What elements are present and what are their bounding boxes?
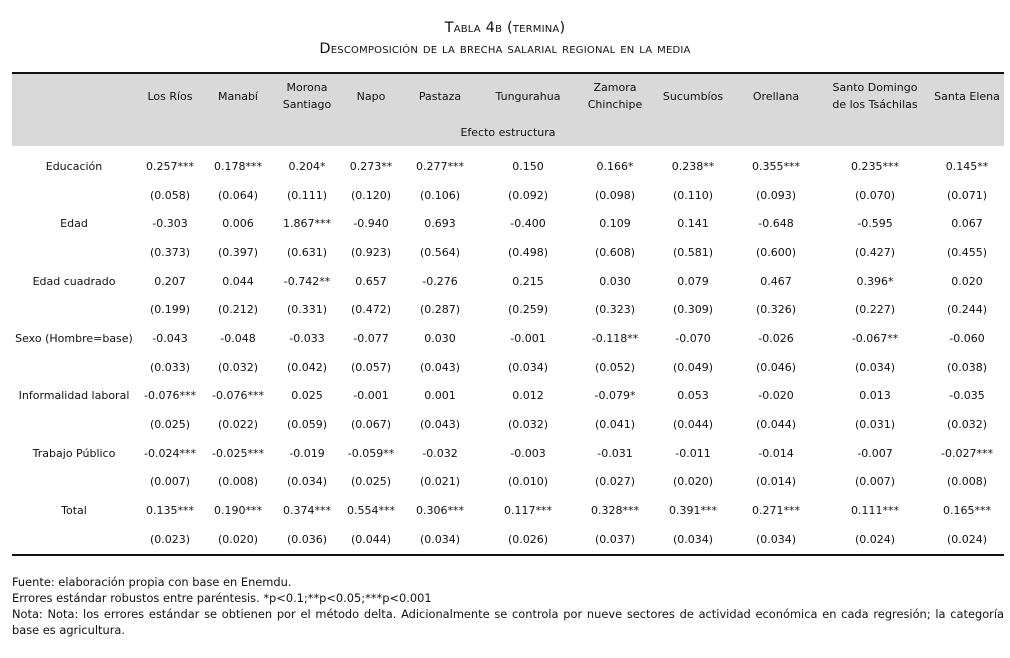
- table-cell: (0.034): [854, 360, 896, 374]
- column-header: Pastaza: [400, 73, 480, 118]
- row-label: [12, 238, 136, 267]
- table-row: [12, 353, 1004, 382]
- table-cell: (0.373): [149, 245, 191, 259]
- row-label: [12, 353, 136, 382]
- table-cell: 0.135***: [146, 504, 194, 518]
- table-cell: -0.025***: [212, 446, 264, 460]
- table-cell: 0.657: [355, 274, 387, 288]
- table-cell: (0.008): [946, 475, 988, 489]
- table-cell: (0.024): [946, 532, 988, 546]
- table-cell: (0.120): [350, 188, 392, 202]
- table-cell: (0.427): [854, 245, 896, 259]
- table-row: [12, 146, 1004, 181]
- table-row: [12, 267, 1004, 296]
- table-cell: 0.190***: [214, 504, 262, 518]
- table-cell: (0.038): [946, 360, 988, 374]
- table-cell: (0.034): [755, 532, 797, 546]
- row-label: [12, 410, 136, 439]
- table-cell: 0.044: [222, 274, 254, 288]
- table-cell: (0.098): [594, 188, 636, 202]
- table-cell: -0.077: [353, 331, 389, 345]
- table-cell: (0.052): [594, 360, 636, 374]
- table-cell: 0.141: [677, 217, 709, 231]
- section-label: Efecto estructura: [12, 118, 1004, 146]
- table-title-line-1: Tabla 4b (termina): [444, 20, 566, 36]
- table-cell: -0.118**: [591, 331, 639, 345]
- table-cell: (0.067): [350, 418, 392, 432]
- column-header: Morona Santiago: [272, 73, 342, 118]
- row-label: Trabajo Público: [32, 446, 116, 460]
- table-cell: 0.257***: [146, 159, 194, 173]
- table-cell: (0.034): [286, 475, 328, 489]
- table-cell: (0.057): [350, 360, 392, 374]
- table-cell: (0.008): [217, 475, 259, 489]
- table-cell: 0.079: [677, 274, 709, 288]
- row-label: [12, 468, 136, 497]
- table-cell: 0.306***: [416, 504, 464, 518]
- table-cell: (0.044): [672, 418, 714, 432]
- table-cell: -0.070: [675, 331, 711, 345]
- table-cell: -0.048: [220, 331, 256, 345]
- table-cell: (0.244): [946, 303, 988, 317]
- table-cell: -0.648: [758, 217, 794, 231]
- table-cell: 0.273**: [349, 159, 393, 173]
- column-header: Santo Domingo de los Tsáchilas: [820, 73, 930, 118]
- table-cell: -0.007: [857, 446, 893, 460]
- table-cell: 0.145**: [945, 159, 989, 173]
- table-cell: (0.259): [507, 303, 549, 317]
- table-cell: -0.001: [353, 389, 389, 403]
- table-cell: (0.010): [507, 475, 549, 489]
- table-cell: -0.020: [758, 389, 794, 403]
- table-cell: (0.043): [419, 360, 461, 374]
- table-cell: (0.025): [149, 418, 191, 432]
- table-cell: -0.076***: [212, 389, 264, 403]
- row-label: [12, 525, 136, 555]
- table-cell: -0.276: [422, 274, 458, 288]
- table-cell: (0.022): [217, 418, 259, 432]
- table-cell: (0.093): [755, 188, 797, 202]
- table-row: [12, 238, 1004, 267]
- table-cell: -0.011: [675, 446, 711, 460]
- table-cell: 0.030: [424, 331, 456, 345]
- table-cell: 0.117***: [504, 504, 552, 518]
- table-row: [12, 382, 1004, 411]
- table-cell: (0.058): [149, 188, 191, 202]
- table-cell: -0.019: [289, 446, 325, 460]
- table-row: [12, 468, 1004, 497]
- table-cell: (0.027): [594, 475, 636, 489]
- table-cell: (0.034): [419, 532, 461, 546]
- column-header: Napo: [342, 73, 400, 118]
- table-cell: 0.053: [677, 389, 709, 403]
- table-cell: (0.092): [507, 188, 549, 202]
- table-cell: (0.034): [672, 532, 714, 546]
- column-header: Manabí: [204, 73, 272, 118]
- table-cell: -0.026: [758, 331, 794, 345]
- table-cell: 0.235***: [851, 159, 899, 173]
- table-cell: 0.238**: [671, 159, 715, 173]
- table-cell: -0.003: [510, 446, 546, 460]
- table-row: [12, 181, 1004, 210]
- table-cell: (0.397): [217, 245, 259, 259]
- table-cell: 0.328***: [591, 504, 639, 518]
- table-title: [0, 18, 1010, 60]
- table-cell: 0.178***: [214, 159, 262, 173]
- table-cell: -0.067**: [851, 331, 899, 345]
- table-cell: (0.227): [854, 303, 896, 317]
- table-cell: (0.032): [217, 360, 259, 374]
- table-cell: (0.049): [672, 360, 714, 374]
- section-header-row: [12, 118, 1004, 146]
- row-label: Informalidad laboral: [18, 389, 130, 403]
- table-cell: (0.046): [755, 360, 797, 374]
- table-cell: -0.303: [152, 217, 188, 231]
- row-label: Sexo (Hombre=base): [15, 331, 133, 345]
- table-cell: (0.033): [149, 360, 191, 374]
- table-cell: 0.067: [951, 217, 983, 231]
- table-cell: (0.331): [286, 303, 328, 317]
- table-cell: -0.742**: [283, 274, 331, 288]
- column-header: Sucumbíos: [654, 73, 732, 118]
- table-cell: (0.032): [507, 418, 549, 432]
- table-cell: 0.012: [512, 389, 544, 403]
- table-row: [12, 496, 1004, 525]
- table-cell: 0.030: [599, 274, 631, 288]
- table-cell: (0.059): [286, 418, 328, 432]
- table-cell: -0.595: [857, 217, 893, 231]
- table-cell: 0.554***: [347, 504, 395, 518]
- table-cell: 0.215: [512, 274, 544, 288]
- table-cell: (0.037): [594, 532, 636, 546]
- table-cell: (0.323): [594, 303, 636, 317]
- table-cell: (0.025): [350, 475, 392, 489]
- table-row: [12, 324, 1004, 353]
- table-row: [12, 525, 1004, 555]
- table-cell: (0.020): [217, 532, 259, 546]
- table-cell: 0.020: [951, 274, 983, 288]
- table-cell: 0.391***: [669, 504, 717, 518]
- table-cell: (0.498): [507, 245, 549, 259]
- table-cell: -0.059**: [347, 446, 395, 460]
- table-cell: -0.031: [597, 446, 633, 460]
- table-cell: (0.212): [217, 303, 259, 317]
- table-cell: (0.044): [755, 418, 797, 432]
- table-cell: (0.043): [419, 418, 461, 432]
- table-cell: 0.001: [424, 389, 456, 403]
- table-cell: 0.150: [512, 159, 544, 173]
- table-cell: (0.923): [350, 245, 392, 259]
- table-cell: (0.631): [286, 245, 328, 259]
- table-cell: (0.326): [755, 303, 797, 317]
- table-cell: (0.042): [286, 360, 328, 374]
- table-cell: -0.060: [949, 331, 985, 345]
- table-cell: (0.024): [854, 532, 896, 546]
- table-cell: (0.021): [419, 475, 461, 489]
- table-cell: (0.032): [946, 418, 988, 432]
- table-cell: (0.026): [507, 532, 549, 546]
- table-cell: (0.014): [755, 475, 797, 489]
- row-label: Edad cuadrado: [32, 274, 116, 288]
- table-cell: -0.027***: [941, 446, 993, 460]
- results-table-container: [12, 72, 1004, 556]
- table-cell: (0.023): [149, 532, 191, 546]
- table-cell: (0.070): [854, 188, 896, 202]
- table-cell: 0.166*: [596, 159, 634, 173]
- table-cell: -0.014: [758, 446, 794, 460]
- table-cell: 0.396*: [856, 274, 894, 288]
- table-cell: 0.165***: [943, 504, 991, 518]
- table-cell: -0.001: [510, 331, 546, 345]
- table-cell: (0.287): [419, 303, 461, 317]
- column-header: Zamora Chinchipe: [576, 73, 654, 118]
- table-cell: -0.035: [949, 389, 985, 403]
- table-cell: 0.109: [599, 217, 631, 231]
- table-cell: -0.076***: [144, 389, 196, 403]
- table-row: [12, 439, 1004, 468]
- table-title-line-2: Descomposición de la brecha salarial regional en la media: [319, 41, 691, 57]
- table-cell: (0.007): [149, 475, 191, 489]
- table-cell: -0.032: [422, 446, 458, 460]
- table-cell: 0.207: [154, 274, 186, 288]
- table-cell: -0.940: [353, 217, 389, 231]
- table-cell: (0.031): [854, 418, 896, 432]
- table-cell: (0.036): [286, 532, 328, 546]
- table-cell: (0.110): [672, 188, 714, 202]
- column-header: Santa Elena: [930, 73, 1004, 118]
- table-cell: (0.111): [286, 188, 328, 202]
- row-label: Educación: [45, 159, 103, 173]
- table-cell: 0.025: [291, 389, 323, 403]
- errors-note: Errores estándar robustos entre paréntesis. *p<0.1;**p<0.05;***p<0.001: [12, 591, 432, 605]
- table-row: [12, 410, 1004, 439]
- table-cell: (0.106): [419, 188, 461, 202]
- table-cell: (0.064): [217, 188, 259, 202]
- row-label: Edad: [60, 217, 88, 231]
- table-cell: (0.581): [672, 245, 714, 259]
- table-cell: -0.043: [152, 331, 188, 345]
- table-cell: (0.071): [946, 188, 988, 202]
- table-cell: (0.020): [672, 475, 714, 489]
- table-row: [12, 209, 1004, 238]
- table-cell: 0.467: [760, 274, 792, 288]
- table-cell: 0.277***: [416, 159, 464, 173]
- results-table: [12, 72, 1004, 556]
- table-cell: (0.455): [946, 245, 988, 259]
- table-cell: 0.355***: [752, 159, 800, 173]
- column-header: Tungurahua: [480, 73, 576, 118]
- table-cell: (0.608): [594, 245, 636, 259]
- table-cell: 0.006: [222, 217, 254, 231]
- table-cell: (0.199): [149, 303, 191, 317]
- table-cell: 1.867***: [283, 217, 331, 231]
- table-cell: (0.044): [350, 532, 392, 546]
- column-header-row: [12, 73, 1004, 118]
- table-row: [12, 295, 1004, 324]
- table-cell: 0.374***: [283, 504, 331, 518]
- table-cell: -0.033: [289, 331, 325, 345]
- row-label: [12, 295, 136, 324]
- method-note: Nota: Nota: los errores estándar se obtienen por el método delta. Adicionalmente se controla por nueve sectores de actividad económica en cada regresión; la categoría base es agricultura.: [12, 607, 1004, 637]
- table-notes: [12, 574, 1004, 638]
- table-cell: (0.309): [672, 303, 714, 317]
- table-cell: (0.564): [419, 245, 461, 259]
- table-cell: (0.472): [350, 303, 392, 317]
- row-label: [12, 181, 136, 210]
- column-header: Los Ríos: [136, 73, 204, 118]
- table-body: [12, 146, 1004, 555]
- table-cell: (0.034): [507, 360, 549, 374]
- table-cell: 0.693: [424, 217, 456, 231]
- table-cell: -0.079*: [594, 389, 636, 403]
- table-cell: 0.013: [859, 389, 891, 403]
- column-header-empty: [12, 73, 136, 118]
- table-cell: -0.400: [510, 217, 546, 231]
- table-cell: (0.007): [854, 475, 896, 489]
- table-cell: 0.111***: [851, 504, 899, 518]
- table-cell: 0.271***: [752, 504, 800, 518]
- table-cell: (0.041): [594, 418, 636, 432]
- table-cell: -0.024***: [144, 446, 196, 460]
- table-cell: 0.204*: [288, 159, 326, 173]
- column-header: Orellana: [732, 73, 820, 118]
- source-note: Fuente: elaboración propia con base en Enemdu.: [12, 575, 292, 589]
- table-cell: (0.600): [755, 245, 797, 259]
- row-label: Total: [61, 504, 87, 518]
